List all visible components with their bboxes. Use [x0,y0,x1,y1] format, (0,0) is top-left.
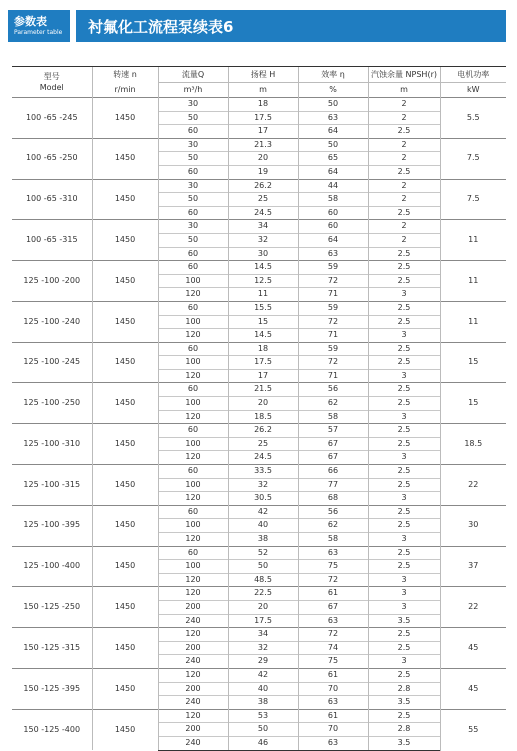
cell-flow: 120 [158,533,228,547]
cell-flow: 120 [158,410,228,424]
cell-head: 40 [228,519,298,533]
cell-efficiency: 77 [298,478,368,492]
section-tag [8,10,70,42]
cell-npsh: 2.8 [368,723,440,737]
cell-efficiency: 50 [298,98,368,112]
cell-efficiency: 63 [298,736,368,750]
cell-flow: 30 [158,138,228,152]
cell-npsh: 2.5 [368,261,440,275]
cell-flow: 60 [158,125,228,139]
cell-flow: 100 [158,274,228,288]
cell-head: 30.5 [228,492,298,506]
cell-efficiency: 63 [298,247,368,261]
cell-flow: 60 [158,301,228,315]
cell-flow: 50 [158,111,228,125]
cell-head: 52 [228,546,298,560]
cell-model: 150 -125 -315 [12,628,92,669]
cell-npsh: 2.5 [368,397,440,411]
cell-npsh: 3 [368,451,440,465]
cell-npsh: 3 [368,492,440,506]
cell-head: 14.5 [228,261,298,275]
cell-head: 42 [228,505,298,519]
cell-speed: 1450 [92,628,158,669]
cell-head: 24.5 [228,206,298,220]
cell-power: 18.5 [440,424,506,465]
cell-npsh: 2 [368,233,440,247]
cell-speed: 1450 [92,668,158,709]
cell-efficiency: 61 [298,668,368,682]
cell-flow: 60 [158,342,228,356]
cell-power: 22 [440,465,506,506]
cell-power: 22 [440,587,506,628]
cell-efficiency: 61 [298,709,368,723]
cell-head: 42 [228,668,298,682]
cell-npsh: 2 [368,152,440,166]
cell-head: 18 [228,342,298,356]
cell-head: 38 [228,533,298,547]
cell-head: 26.2 [228,424,298,438]
unit-npsh: m [368,83,440,98]
table-body [12,98,506,751]
cell-head: 48.5 [228,573,298,587]
cell-npsh: 2.5 [368,641,440,655]
cell-npsh: 2.5 [368,315,440,329]
cell-efficiency: 65 [298,152,368,166]
table-row [12,342,506,356]
table-row [12,220,506,234]
cell-flow: 240 [158,696,228,710]
cell-npsh: 3.5 [368,614,440,628]
cell-npsh: 2.5 [368,247,440,261]
cell-head: 21.3 [228,138,298,152]
column-header-efficiency: 效率 η [298,67,368,83]
cell-flow: 240 [158,655,228,669]
cell-power: 7.5 [440,138,506,179]
cell-head: 20 [228,152,298,166]
table-row [12,301,506,315]
cell-head: 25 [228,437,298,451]
cell-npsh: 3 [368,587,440,601]
cell-npsh: 2.5 [368,165,440,179]
column-header-speed: 转速 n [92,67,158,83]
cell-power: 15 [440,383,506,424]
cell-npsh: 2.5 [368,546,440,560]
cell-npsh: 2.5 [368,560,440,574]
cell-efficiency: 70 [298,682,368,696]
cell-flow: 30 [158,179,228,193]
title-bar [76,10,506,42]
cell-speed: 1450 [92,465,158,506]
table-row [12,505,506,519]
cell-efficiency: 68 [298,492,368,506]
cell-npsh: 2 [368,179,440,193]
cell-npsh: 3.5 [368,736,440,750]
cell-model: 150 -125 -395 [12,668,92,709]
cell-head: 38 [228,696,298,710]
cell-flow: 100 [158,519,228,533]
cell-speed: 1450 [92,98,158,139]
cell-npsh: 3 [368,600,440,614]
cell-head: 17.5 [228,614,298,628]
cell-flow: 100 [158,397,228,411]
cell-head: 26.2 [228,179,298,193]
cell-efficiency: 63 [298,614,368,628]
cell-efficiency: 62 [298,519,368,533]
cell-efficiency: 67 [298,437,368,451]
cell-npsh: 2.5 [368,628,440,642]
cell-speed: 1450 [92,342,158,383]
cell-efficiency: 74 [298,641,368,655]
cell-npsh: 2 [368,111,440,125]
cell-model: 100 -65 -315 [12,220,92,261]
cell-head: 15 [228,315,298,329]
cell-efficiency: 71 [298,369,368,383]
cell-flow: 120 [158,709,228,723]
cell-flow: 120 [158,628,228,642]
cell-flow: 30 [158,220,228,234]
cell-efficiency: 50 [298,138,368,152]
cell-flow: 120 [158,492,228,506]
cell-head: 22.5 [228,587,298,601]
table-header [12,67,506,98]
unit-efficiency: % [298,83,368,98]
cell-head: 21.5 [228,383,298,397]
cell-head: 25 [228,193,298,207]
section-tag-sublabel: Parameter table [14,29,63,36]
cell-flow: 100 [158,560,228,574]
cell-npsh: 3.5 [368,696,440,710]
cell-flow: 60 [158,505,228,519]
cell-flow: 200 [158,641,228,655]
cell-flow: 50 [158,152,228,166]
cell-power: 37 [440,546,506,587]
cell-npsh: 2.5 [368,206,440,220]
cell-head: 15.5 [228,301,298,315]
cell-power: 7.5 [440,179,506,220]
cell-efficiency: 72 [298,628,368,642]
cell-head: 32 [228,233,298,247]
cell-head: 53 [228,709,298,723]
cell-efficiency: 72 [298,274,368,288]
cell-head: 12.5 [228,274,298,288]
page-header [0,10,517,42]
cell-efficiency: 66 [298,465,368,479]
cell-flow: 60 [158,206,228,220]
cell-head: 17.5 [228,356,298,370]
cell-flow: 120 [158,369,228,383]
cell-flow: 100 [158,315,228,329]
cell-speed: 1450 [92,383,158,424]
cell-efficiency: 75 [298,560,368,574]
table-row [12,465,506,479]
cell-npsh: 2.5 [368,424,440,438]
cell-npsh: 2 [368,98,440,112]
cell-power: 30 [440,505,506,546]
cell-flow: 100 [158,437,228,451]
cell-speed: 1450 [92,138,158,179]
cell-model: 125 -100 -200 [12,261,92,302]
cell-npsh: 2.5 [368,383,440,397]
cell-power: 15 [440,342,506,383]
cell-efficiency: 59 [298,342,368,356]
unit-power: kW [440,83,506,98]
cell-flow: 120 [158,573,228,587]
cell-model: 150 -125 -400 [12,709,92,750]
cell-efficiency: 59 [298,261,368,275]
cell-npsh: 2.5 [368,465,440,479]
cell-efficiency: 75 [298,655,368,669]
cell-efficiency: 64 [298,125,368,139]
cell-power: 5.5 [440,98,506,139]
cell-efficiency: 63 [298,111,368,125]
cell-efficiency: 44 [298,179,368,193]
cell-efficiency: 59 [298,301,368,315]
cell-efficiency: 72 [298,315,368,329]
cell-head: 20 [228,397,298,411]
cell-head: 29 [228,655,298,669]
table-row [12,179,506,193]
cell-npsh: 3 [368,369,440,383]
cell-npsh: 3 [368,533,440,547]
cell-npsh: 2 [368,138,440,152]
cell-speed: 1450 [92,301,158,342]
cell-power: 11 [440,261,506,302]
cell-flow: 100 [158,356,228,370]
cell-npsh: 2.5 [368,356,440,370]
cell-power: 55 [440,709,506,750]
cell-model: 125 -100 -245 [12,342,92,383]
cell-power: 45 [440,628,506,669]
cell-head: 34 [228,220,298,234]
cell-npsh: 2.5 [368,125,440,139]
cell-efficiency: 56 [298,505,368,519]
cell-model: 100 -65 -250 [12,138,92,179]
cell-npsh: 3 [368,655,440,669]
cell-npsh: 2.5 [368,478,440,492]
table-row [12,383,506,397]
cell-model: 150 -125 -250 [12,587,92,628]
cell-efficiency: 71 [298,329,368,343]
column-header-model-en: Model [39,83,64,92]
cell-efficiency: 64 [298,165,368,179]
cell-head: 32 [228,641,298,655]
table-row [12,709,506,723]
column-header-model [12,67,92,98]
cell-flow: 60 [158,383,228,397]
column-header-head: 扬程 H [228,67,298,83]
cell-npsh: 2.5 [368,437,440,451]
cell-head: 17 [228,369,298,383]
cell-head: 32 [228,478,298,492]
cell-efficiency: 72 [298,573,368,587]
cell-head: 11 [228,288,298,302]
cell-head: 30 [228,247,298,261]
cell-flow: 60 [158,424,228,438]
cell-npsh: 3 [368,573,440,587]
cell-head: 18.5 [228,410,298,424]
column-header-power: 电机功率 [440,67,506,83]
cell-efficiency: 57 [298,424,368,438]
cell-speed: 1450 [92,587,158,628]
table-row [12,546,506,560]
cell-efficiency: 60 [298,220,368,234]
unit-head: m [228,83,298,98]
cell-head: 20 [228,600,298,614]
cell-speed: 1450 [92,505,158,546]
cell-npsh: 2 [368,220,440,234]
cell-flow: 200 [158,723,228,737]
cell-efficiency: 60 [298,206,368,220]
cell-efficiency: 58 [298,410,368,424]
table-row [12,628,506,642]
cell-efficiency: 61 [298,587,368,601]
cell-flow: 50 [158,233,228,247]
cell-head: 19 [228,165,298,179]
cell-flow: 200 [158,600,228,614]
cell-head: 40 [228,682,298,696]
cell-flow: 240 [158,614,228,628]
unit-speed: r/min [92,83,158,98]
cell-efficiency: 72 [298,356,368,370]
cell-head: 17 [228,125,298,139]
cell-npsh: 3 [368,410,440,424]
cell-efficiency: 58 [298,193,368,207]
cell-model: 125 -100 -250 [12,383,92,424]
cell-head: 14.5 [228,329,298,343]
column-header-model-zh: 型号 [43,72,60,81]
cell-speed: 1450 [92,546,158,587]
table-row [12,261,506,275]
table-row [12,138,506,152]
cell-flow: 120 [158,329,228,343]
page-title: 衬氟化工流程泵续表6 [88,18,234,36]
cell-efficiency: 56 [298,383,368,397]
cell-efficiency: 64 [298,233,368,247]
cell-flow: 50 [158,193,228,207]
cell-flow: 200 [158,682,228,696]
cell-npsh: 2 [368,193,440,207]
cell-model: 125 -100 -400 [12,546,92,587]
cell-power: 11 [440,301,506,342]
cell-npsh: 3 [368,288,440,302]
cell-speed: 1450 [92,179,158,220]
parameter-table-container [12,66,506,751]
cell-model: 125 -100 -315 [12,465,92,506]
cell-flow: 120 [158,668,228,682]
cell-model: 125 -100 -310 [12,424,92,465]
cell-flow: 120 [158,451,228,465]
cell-power: 45 [440,668,506,709]
cell-efficiency: 62 [298,397,368,411]
table-row [12,587,506,601]
column-header-npsh: 汽蚀余量 NPSH(r) [368,67,440,83]
cell-efficiency: 63 [298,546,368,560]
cell-model: 100 -65 -245 [12,98,92,139]
cell-speed: 1450 [92,424,158,465]
table-row [12,668,506,682]
cell-speed: 1450 [92,709,158,750]
section-tag-label: 参数表 [14,15,47,28]
table-row [12,424,506,438]
cell-npsh: 2.5 [368,301,440,315]
cell-npsh: 3 [368,329,440,343]
cell-efficiency: 67 [298,451,368,465]
table-row [12,98,506,112]
cell-power: 11 [440,220,506,261]
cell-npsh: 2.8 [368,682,440,696]
cell-efficiency: 71 [298,288,368,302]
parameter-table [12,66,506,751]
cell-flow: 120 [158,587,228,601]
cell-npsh: 2.5 [368,668,440,682]
cell-npsh: 2.5 [368,274,440,288]
cell-npsh: 2.5 [368,519,440,533]
cell-flow: 60 [158,546,228,560]
unit-flow: m³/h [158,83,228,98]
cell-speed: 1450 [92,261,158,302]
cell-flow: 100 [158,478,228,492]
cell-head: 17.5 [228,111,298,125]
cell-model: 125 -100 -395 [12,505,92,546]
cell-flow: 60 [158,261,228,275]
cell-head: 50 [228,723,298,737]
cell-flow: 30 [158,98,228,112]
cell-head: 33.5 [228,465,298,479]
cell-head: 46 [228,736,298,750]
cell-model: 125 -100 -240 [12,301,92,342]
cell-efficiency: 58 [298,533,368,547]
cell-speed: 1450 [92,220,158,261]
cell-efficiency: 67 [298,600,368,614]
cell-flow: 240 [158,736,228,750]
cell-flow: 60 [158,247,228,261]
cell-model: 100 -65 -310 [12,179,92,220]
cell-head: 18 [228,98,298,112]
cell-flow: 60 [158,165,228,179]
cell-npsh: 2.5 [368,709,440,723]
column-header-flow: 流量Q [158,67,228,83]
cell-head: 50 [228,560,298,574]
cell-efficiency: 70 [298,723,368,737]
cell-efficiency: 63 [298,696,368,710]
cell-flow: 60 [158,465,228,479]
cell-head: 34 [228,628,298,642]
cell-npsh: 2.5 [368,505,440,519]
cell-npsh: 2.5 [368,342,440,356]
cell-head: 24.5 [228,451,298,465]
cell-flow: 120 [158,288,228,302]
